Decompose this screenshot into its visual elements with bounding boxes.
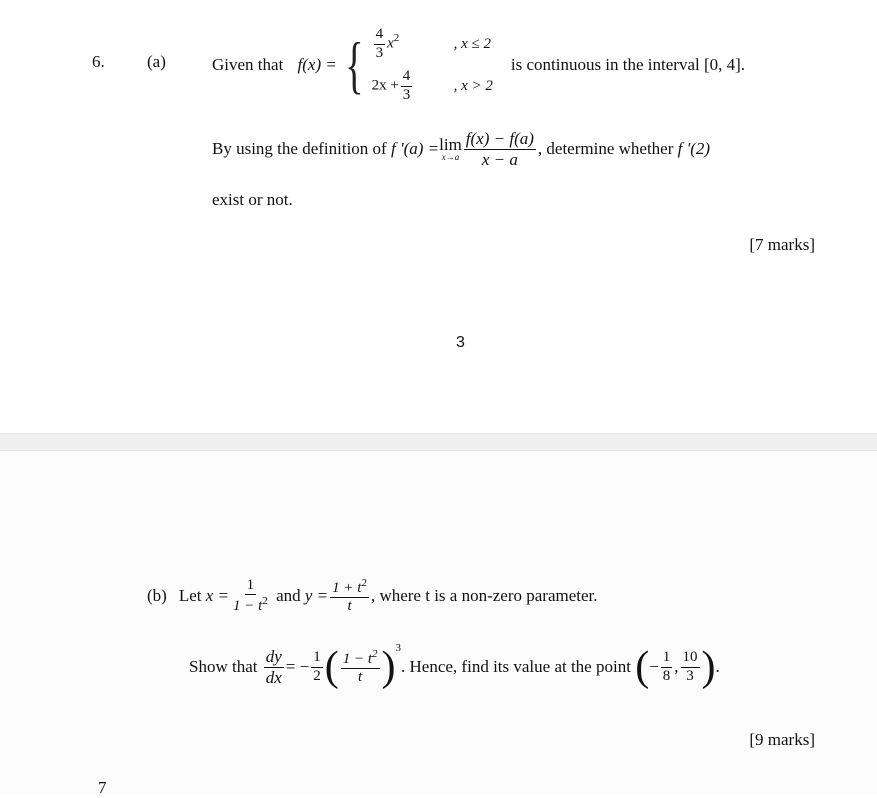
y-fraction: $\frac{1 + t^2}{t}$ (332, 576, 367, 614)
where-text: , where t is a non-zero parameter. (370, 586, 598, 605)
part-b-label: (b) (147, 586, 167, 605)
let-text: Let (178, 586, 202, 605)
point-minus: − (649, 657, 659, 676)
show-that-line: Show that $\frac{dy}{dx}$ = − $\frac{1}{2}$ ( $\frac{1 - t^2}{t}$ ) $^3$ . Hence, find its value at the point ( − $\frac{1}{8}$ , $\frac{10}{3}$ ) . (189, 642, 720, 690)
dydx: $\frac{dy}{dx}$ (265, 646, 282, 687)
next-question-number: 7 (98, 778, 107, 797)
part-a-label: (a) (147, 52, 166, 71)
limit: lim x→a (439, 135, 462, 162)
exist-text: exist or not. (212, 190, 293, 209)
power: 3 (395, 642, 402, 654)
half: $\frac{1}{2}$ (313, 649, 321, 684)
period: . (715, 657, 720, 676)
function-lhs: f(x) = (297, 55, 337, 74)
determine-text: , determine whether (537, 139, 674, 158)
definition-intro: By using the definition of (212, 139, 387, 158)
show-that-text: Show that (189, 657, 258, 676)
function-definition (212, 20, 745, 110)
case-1: $\frac{4}{3}$ $x^2$ , x ≤ 2 (375, 26, 491, 61)
definition-line (212, 125, 710, 173)
y-lhs: y = (304, 586, 329, 605)
target-derivative: f '(2) (677, 139, 711, 158)
and-text: and (276, 586, 301, 605)
part-b-let-line (147, 572, 598, 620)
difference-quotient: $\frac{f(x) - f(a)}{x - a}$ (465, 128, 534, 169)
point-y: $\frac{10}{3}$ (682, 649, 698, 684)
next-page (0, 450, 877, 795)
marks-b: [9 marks] (749, 730, 815, 749)
intro-text: Given that (212, 55, 284, 74)
case-2: 2x + $\frac{4}{3}$ , x > 2 (371, 68, 493, 103)
equals-minus: = − (285, 657, 310, 676)
hence-text: . Hence, find its value at the point (401, 657, 631, 676)
inner-fraction: $\frac{1 - t^2}{t}$ (342, 647, 378, 685)
brace: { (345, 29, 364, 100)
point-x: $\frac{1}{8}$ (662, 649, 671, 684)
x-lhs: x = (205, 586, 230, 605)
page-separator (0, 433, 877, 451)
question-number: 6. (92, 52, 105, 71)
marks-a: [7 marks] (749, 235, 815, 254)
derivative-lhs: f '(a) = (390, 139, 440, 158)
x-fraction: $\frac{1}{1 - t^2}$ (233, 576, 268, 614)
continuity-text: is continuous in the interval [0, 4]. (510, 55, 746, 74)
page-number: 3 (456, 334, 465, 351)
piecewise-cases (372, 23, 493, 107)
